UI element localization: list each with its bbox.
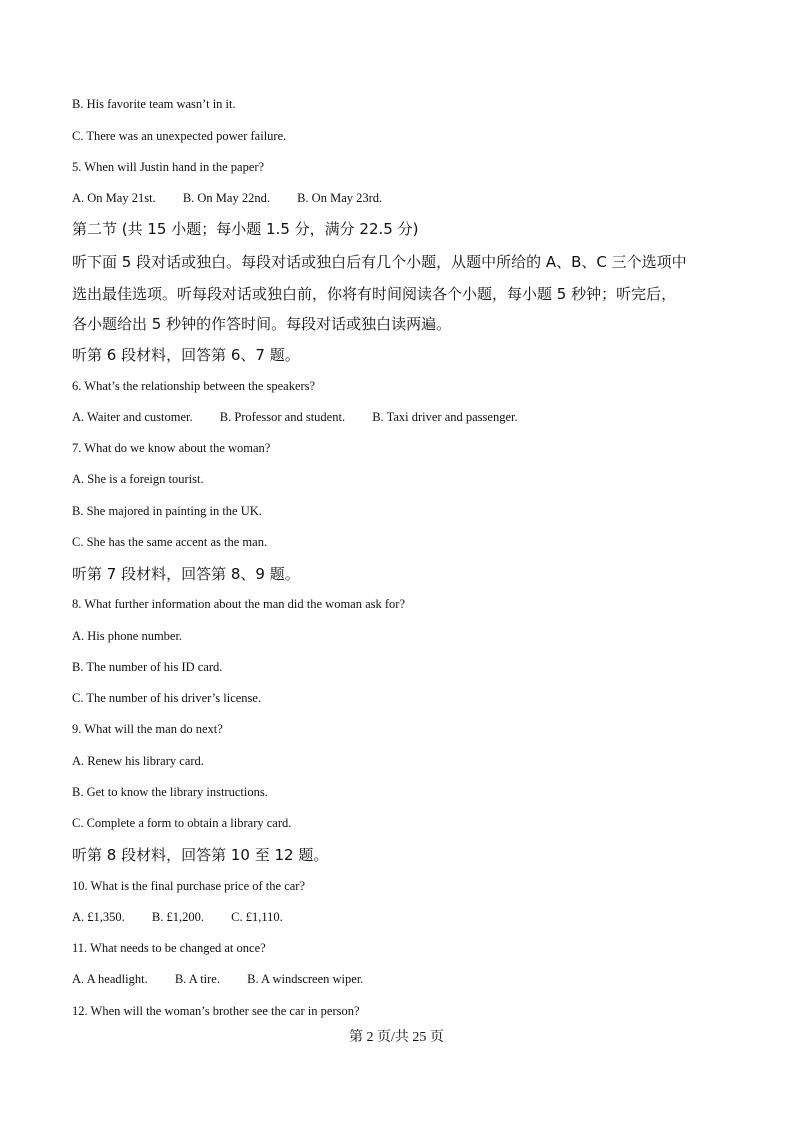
q9-option-c: C. Complete a form to obtain a library card. [72,816,292,830]
q10-option-a: A. £1,350. [72,910,125,924]
question-9: 9. What will the man do next? [72,722,223,736]
q7-option-a: A. She is a foreign tourist. [72,472,204,486]
material-8-heading: 听第 8 段材料，回答第 10 至 12 题。 [72,846,329,864]
q11-options [72,971,387,987]
instruction-line-1: 听下面 5 段对话或独白。每段对话或独白后有几个小题，从题中所给的 A、B、C 三个选项中 [72,253,687,271]
q5-options [72,190,406,206]
q5-option-a: A. On May 21st. [72,191,156,205]
q8-option-a: A. His phone number. [72,629,183,643]
q10-options [72,909,307,925]
question-12: 12. When will the woman’s brother see the car in person? [72,1004,360,1018]
q11-option-c: B. A windscreen wiper. [247,972,364,986]
question-5: 5. When will Justin hand in the paper? [72,160,265,174]
q11-option-a: A. A headlight. [72,972,148,986]
q8-option-b: B. The number of his ID card. [72,660,223,674]
q9-option-b: B. Get to know the library instructions. [72,785,268,799]
question-10: 10. What is the final purchase price of the car? [72,879,306,893]
q6-option-a: A. Waiter and customer. [72,410,193,424]
section-heading: 第二节 (共 15 小题；每小题 1.5 分，满分 22.5 分) [72,220,419,238]
instruction-line-3: 各小题给出 5 秒钟的作答时间。每段对话或独白读两遍。 [72,315,452,333]
page-footer: 第 2 页/共 25 页 [349,1030,444,1045]
q7-option-b: B. She majored in painting in the UK. [72,504,262,518]
q4-option-b: B. His favorite team wasn’t in it. [72,97,236,111]
question-7: 7. What do we know about the woman? [72,441,271,455]
q9-option-a: A. Renew his library card. [72,754,204,768]
material-6-heading: 听第 6 段材料，回答第 6、7 题。 [72,346,300,364]
question-8: 8. What further information about the man did the woman ask for? [72,597,406,611]
q7-option-c: C. She has the same accent as the man. [72,535,268,549]
instruction-line-2: 选出最佳选项。听每段对话或独白前，你将有时间阅读各个小题，每小题 5 秒钟；听完后， [72,285,677,303]
question-6: 6. What’s the relationship between the speakers? [72,379,316,393]
q6-option-b: B. Professor and student. [219,410,346,424]
q6-option-c: B. Taxi driver and passenger. [372,410,518,424]
q4-option-c: C. There was an unexpected power failure. [72,129,287,143]
q6-options [72,409,542,425]
question-11: 11. What needs to be changed at once? [72,941,266,955]
q5-option-b: B. On May 22nd. [182,191,270,205]
q11-option-b: B. A tire. [174,972,220,986]
material-7-heading: 听第 7 段材料，回答第 8、9 题。 [72,565,300,583]
q10-option-b: B. £1,200. [151,910,204,924]
q10-option-c: C. £1,110. [231,910,283,924]
q8-option-c: C. The number of his driver’s license. [72,691,262,705]
q5-option-c: B. On May 23rd. [297,191,383,205]
